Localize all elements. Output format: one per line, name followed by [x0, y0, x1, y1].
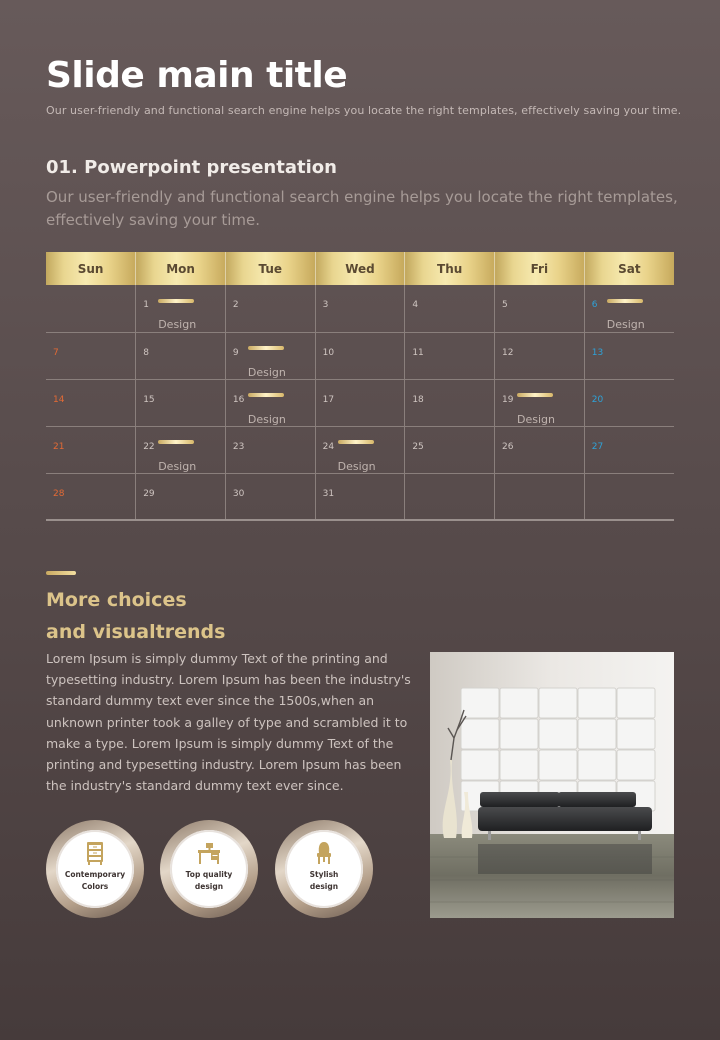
- calendar-day-cell[interactable]: [46, 332, 136, 379]
- choices-title-line1: More choices: [46, 589, 187, 611]
- calendar-day-cell[interactable]: [495, 426, 585, 473]
- calendar-week-row: [46, 473, 674, 520]
- calendar-day-cell[interactable]: [225, 473, 315, 520]
- calendar-day-cell[interactable]: [46, 379, 136, 426]
- day-number: 26: [502, 441, 514, 452]
- event-marker: [338, 440, 374, 444]
- calendar-day-cell[interactable]: [495, 285, 585, 332]
- day-number: 5: [502, 300, 508, 310]
- section-description: Our user-friendly and functional search engine helps you locate the right templates, effectively saving your time.: [46, 188, 678, 229]
- sofa-room-illustration: [430, 652, 674, 918]
- day-number: 27: [591, 441, 604, 452]
- day-header-thu: Thu: [405, 252, 495, 285]
- badge-label: Top quality design: [185, 870, 233, 891]
- calendar-day-cell[interactable]: [584, 426, 674, 473]
- calendar-day-cell[interactable]: [136, 426, 226, 473]
- calendar-day-cell[interactable]: [46, 426, 136, 473]
- event-marker: [158, 299, 194, 303]
- badge-inner: [285, 830, 363, 908]
- choices-body-text: Lorem Ipsum is simply dummy Text of the printing and typesetting industry. Lorem Ipsum has been the industry's standard dummy text ever since the 1500s,when an unknown printer took a galley of type and scrambled it to make a type. Lorem Ipsum is simply dummy Text of the printing and typesetting industry. Lorem Ipsum has been the industry's standard dummy text ever since.: [46, 651, 411, 794]
- day-number: 29: [143, 488, 155, 499]
- day-number: 21: [53, 441, 65, 452]
- calendar-day-cell[interactable]: [315, 332, 405, 379]
- calendar-day-cell[interactable]: [495, 379, 585, 426]
- calendar-day-cell[interactable]: [46, 473, 136, 520]
- day-number: 30: [232, 488, 245, 499]
- calendar-day-cell[interactable]: [405, 426, 495, 473]
- day-number: 4: [412, 300, 419, 310]
- day-number: 16: [232, 394, 245, 405]
- day-header-sun: Sun: [46, 252, 136, 285]
- event-label: Design: [606, 318, 645, 331]
- day-header-fri: Fri: [495, 252, 585, 285]
- day-header-mon: Mon: [136, 252, 226, 285]
- event-label: Design: [158, 459, 197, 473]
- day-number: 3: [322, 300, 329, 310]
- day-number: 19: [502, 394, 514, 405]
- event-marker: [607, 299, 643, 303]
- event-label: Design: [247, 412, 286, 426]
- slide-title: Slide main title: [46, 55, 348, 96]
- calendar-day-cell[interactable]: [315, 379, 405, 426]
- badge-top-quality-design: [160, 820, 258, 918]
- day-header-tue: Tue: [225, 252, 315, 285]
- day-header-wed: Wed: [315, 252, 405, 285]
- day-number: 15: [143, 394, 155, 405]
- event-marker: [517, 393, 553, 397]
- badge-contemporary-colors: [46, 820, 144, 918]
- day-number: 18: [412, 394, 424, 405]
- day-number: 20: [591, 394, 604, 405]
- day-number: 11: [412, 347, 424, 358]
- calendar-day-cell[interactable]: [495, 473, 585, 520]
- calendar-day-cell[interactable]: [405, 332, 495, 379]
- calendar-day-cell[interactable]: [315, 285, 405, 332]
- event-label: Design: [337, 459, 376, 473]
- calendar-day-cell[interactable]: [225, 426, 315, 473]
- day-number: 22: [143, 441, 155, 452]
- calendar-day-cell[interactable]: [315, 426, 405, 473]
- calendar-day-cell[interactable]: [136, 332, 226, 379]
- calendar-day-cell[interactable]: [405, 285, 495, 332]
- day-number: 12: [502, 347, 514, 358]
- calendar-week-row: [46, 426, 674, 473]
- choices-title: [46, 584, 225, 648]
- day-number: 1: [143, 300, 149, 310]
- calendar-week-row: [46, 332, 674, 379]
- event-label: Design: [517, 412, 555, 426]
- calendar-table: [46, 252, 674, 521]
- calendar-day-cell[interactable]: [584, 473, 674, 520]
- calendar-week-row: [46, 285, 674, 332]
- calendar-day-cell[interactable]: [136, 379, 226, 426]
- section-heading: 01. Powerpoint presentation: [46, 157, 337, 178]
- calendar-body: [46, 285, 674, 520]
- day-header-sat: Sat: [584, 252, 674, 285]
- day-number: 8: [143, 347, 149, 358]
- day-number: 2: [232, 300, 239, 310]
- chair-icon: [311, 840, 337, 866]
- event-label: Design: [247, 365, 286, 379]
- slide-subtitle: Our user-friendly and functional search engine helps you locate the right templates, effectively saving your time.: [46, 104, 682, 117]
- day-number: 23: [232, 441, 245, 452]
- calendar-day-cell[interactable]: [495, 332, 585, 379]
- day-number: 13: [591, 347, 604, 358]
- badge-label: Stylish design: [309, 870, 339, 891]
- calendar-day-cell[interactable]: [136, 473, 226, 520]
- event-marker: [248, 346, 284, 350]
- desk-icon: [196, 840, 222, 866]
- day-number: 25: [412, 441, 424, 452]
- badge-inner: [56, 830, 134, 908]
- calendar-day-cell[interactable]: [315, 473, 405, 520]
- calendar-day-cell[interactable]: [584, 332, 674, 379]
- calendar-day-cell[interactable]: [225, 332, 315, 379]
- calendar-day-cell[interactable]: [405, 473, 495, 520]
- day-number: 7: [53, 347, 59, 358]
- calendar-day-cell[interactable]: [136, 285, 226, 332]
- day-number: 9: [232, 347, 239, 358]
- calendar-day-cell[interactable]: [46, 285, 136, 332]
- calendar-day-cell[interactable]: [225, 379, 315, 426]
- day-number: 28: [53, 488, 65, 499]
- cabinet-icon: [82, 840, 108, 866]
- choices-title-line2: and visualtrends: [46, 621, 226, 643]
- day-number: 14: [53, 394, 65, 405]
- day-number: 17: [322, 394, 335, 405]
- calendar-day-cell[interactable]: [225, 285, 315, 332]
- badge-stylish-design: [275, 820, 373, 918]
- interior-photo: [430, 652, 674, 918]
- calendar-header-row: [46, 252, 674, 285]
- calendar-day-cell[interactable]: [584, 379, 674, 426]
- accent-line: [46, 571, 76, 575]
- day-number: 6: [591, 300, 598, 310]
- day-number: 10: [322, 347, 335, 358]
- day-number: 24: [322, 441, 335, 452]
- badge-inner: [170, 830, 248, 908]
- event-label: Design: [158, 318, 197, 331]
- badge-label: Contemporary Colors: [64, 870, 126, 891]
- day-number: 31: [322, 488, 335, 499]
- calendar-day-cell[interactable]: [405, 379, 495, 426]
- event-marker: [248, 393, 284, 397]
- event-marker: [158, 440, 194, 444]
- calendar-week-row: [46, 379, 674, 426]
- calendar-day-cell[interactable]: [584, 285, 674, 332]
